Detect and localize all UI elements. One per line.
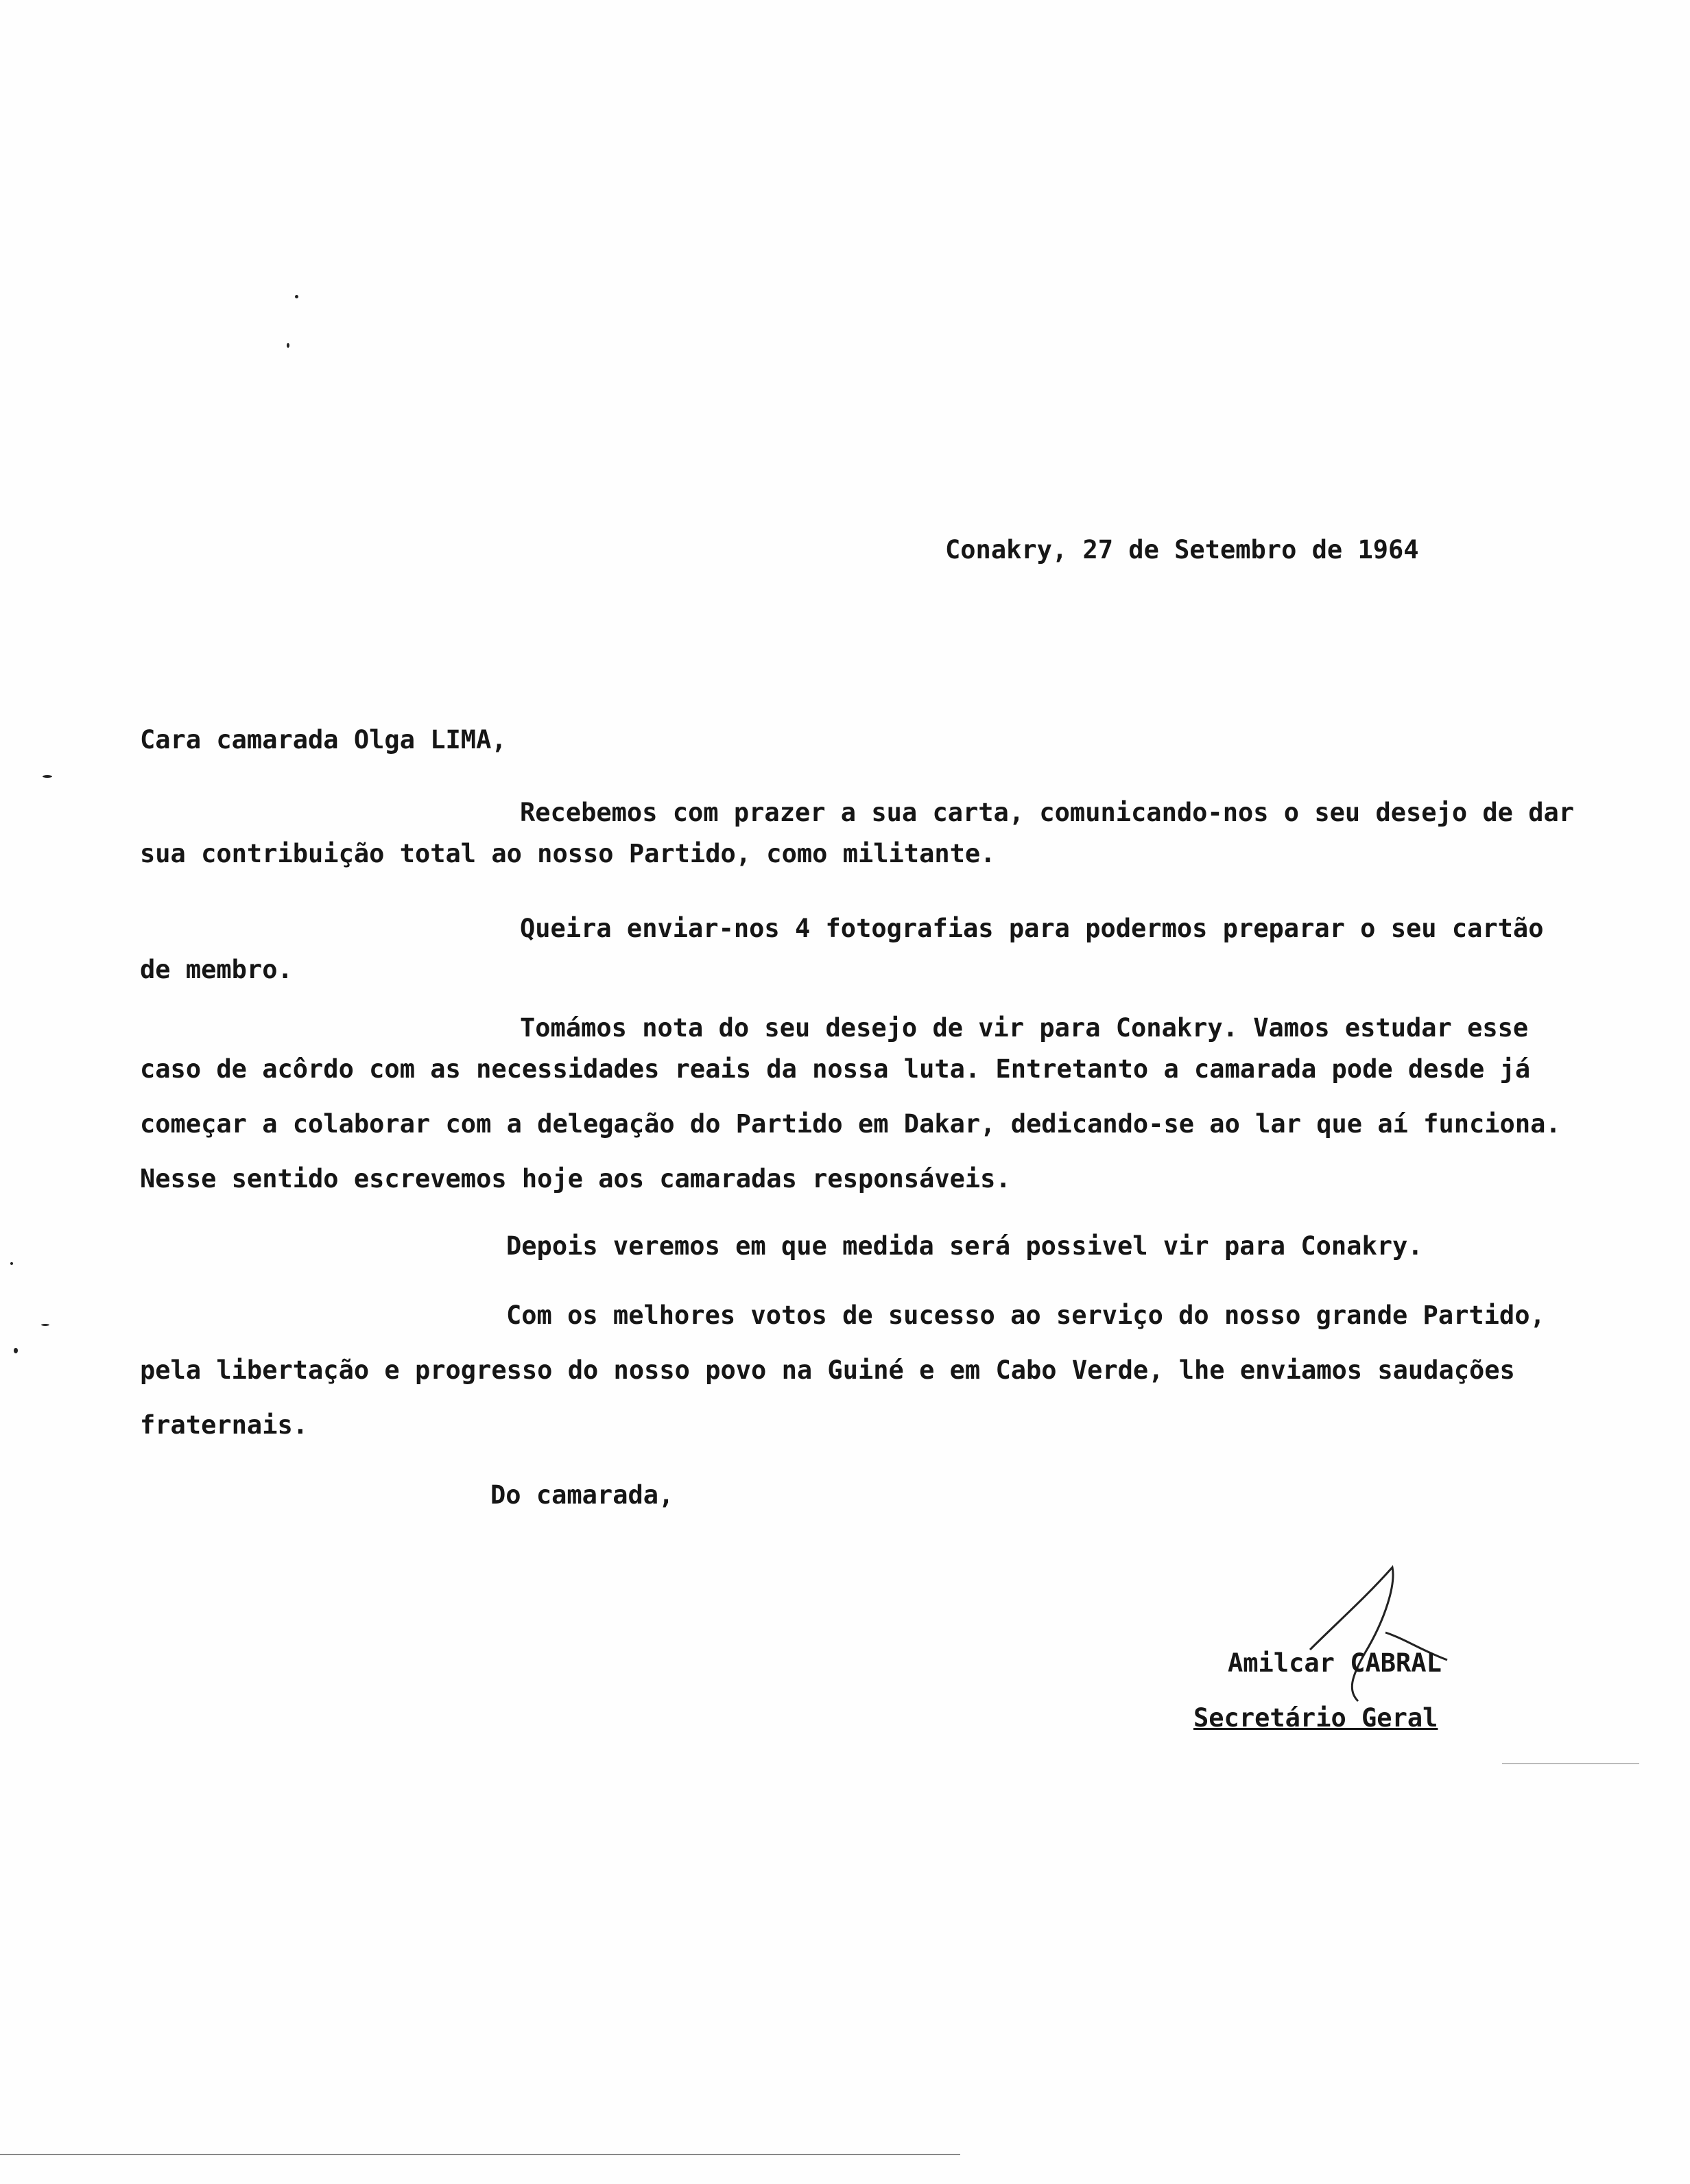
paragraph-3-line-3: começar a colaborar com a delegação do Partido em Dakar, dedicando-se ao lar que aí funciona. <box>140 1109 1561 1139</box>
paragraph-5-line-1: Com os melhores votos de sucesso ao serviço do nosso grande Partido, <box>506 1301 1545 1330</box>
paragraph-1-line-1: Recebemos com prazer a sua carta, comunicando-nos o seu desejo de dar <box>520 798 1575 827</box>
paragraph-5-line-2: pela libertação e progresso do nosso povo na Guiné e em Cabo Verde, lhe enviamos saudações <box>140 1355 1515 1385</box>
paragraph-3-line-1: Tomámos nota do seu desejo de vir para Conakry. Vamos estudar esse <box>520 1013 1529 1043</box>
paragraph-4-line-1: Depois veremos em que medida será possivel vir para Conakry. <box>506 1231 1423 1261</box>
paragraph-5-line-3: fraternais. <box>140 1410 309 1440</box>
paragraph-2-line-1: Queira enviar-nos 4 fotografias para podermos preparar o seu cartão <box>520 914 1544 943</box>
paragraph-3-line-4: Nesse sentido escrevemos hoje aos camaradas responsáveis. <box>140 1164 1011 1194</box>
bottom-edge-line <box>0 2154 960 2155</box>
scan-speck <box>10 1262 13 1265</box>
scan-mark <box>1502 1763 1639 1764</box>
letter-date: Conakry, 27 de Setembro de 1964 <box>945 535 1419 565</box>
scan-speck <box>287 343 289 348</box>
paragraph-3-line-2: caso de acôrdo com as necessidades reais da nossa luta. Entretanto a camarada pode desde já <box>140 1054 1531 1084</box>
signatory-name: Amilcar CABRAL <box>1228 1648 1442 1678</box>
scan-speck <box>295 295 298 298</box>
letter-salutation: Cara camarada Olga LIMA, <box>140 725 507 755</box>
scan-mark <box>41 1324 49 1326</box>
paragraph-2-line-2: de membro. <box>140 955 293 984</box>
signatory-title: Secretário Geral <box>1193 1703 1438 1733</box>
paragraph-1-line-2: sua contribuição total ao nosso Partido, como militante. <box>140 839 996 868</box>
letter-closing: Do camarada, <box>490 1480 674 1510</box>
scan-speck <box>14 1348 18 1353</box>
handwritten-signature <box>1283 1557 1475 1708</box>
scan-mark <box>43 775 52 778</box>
